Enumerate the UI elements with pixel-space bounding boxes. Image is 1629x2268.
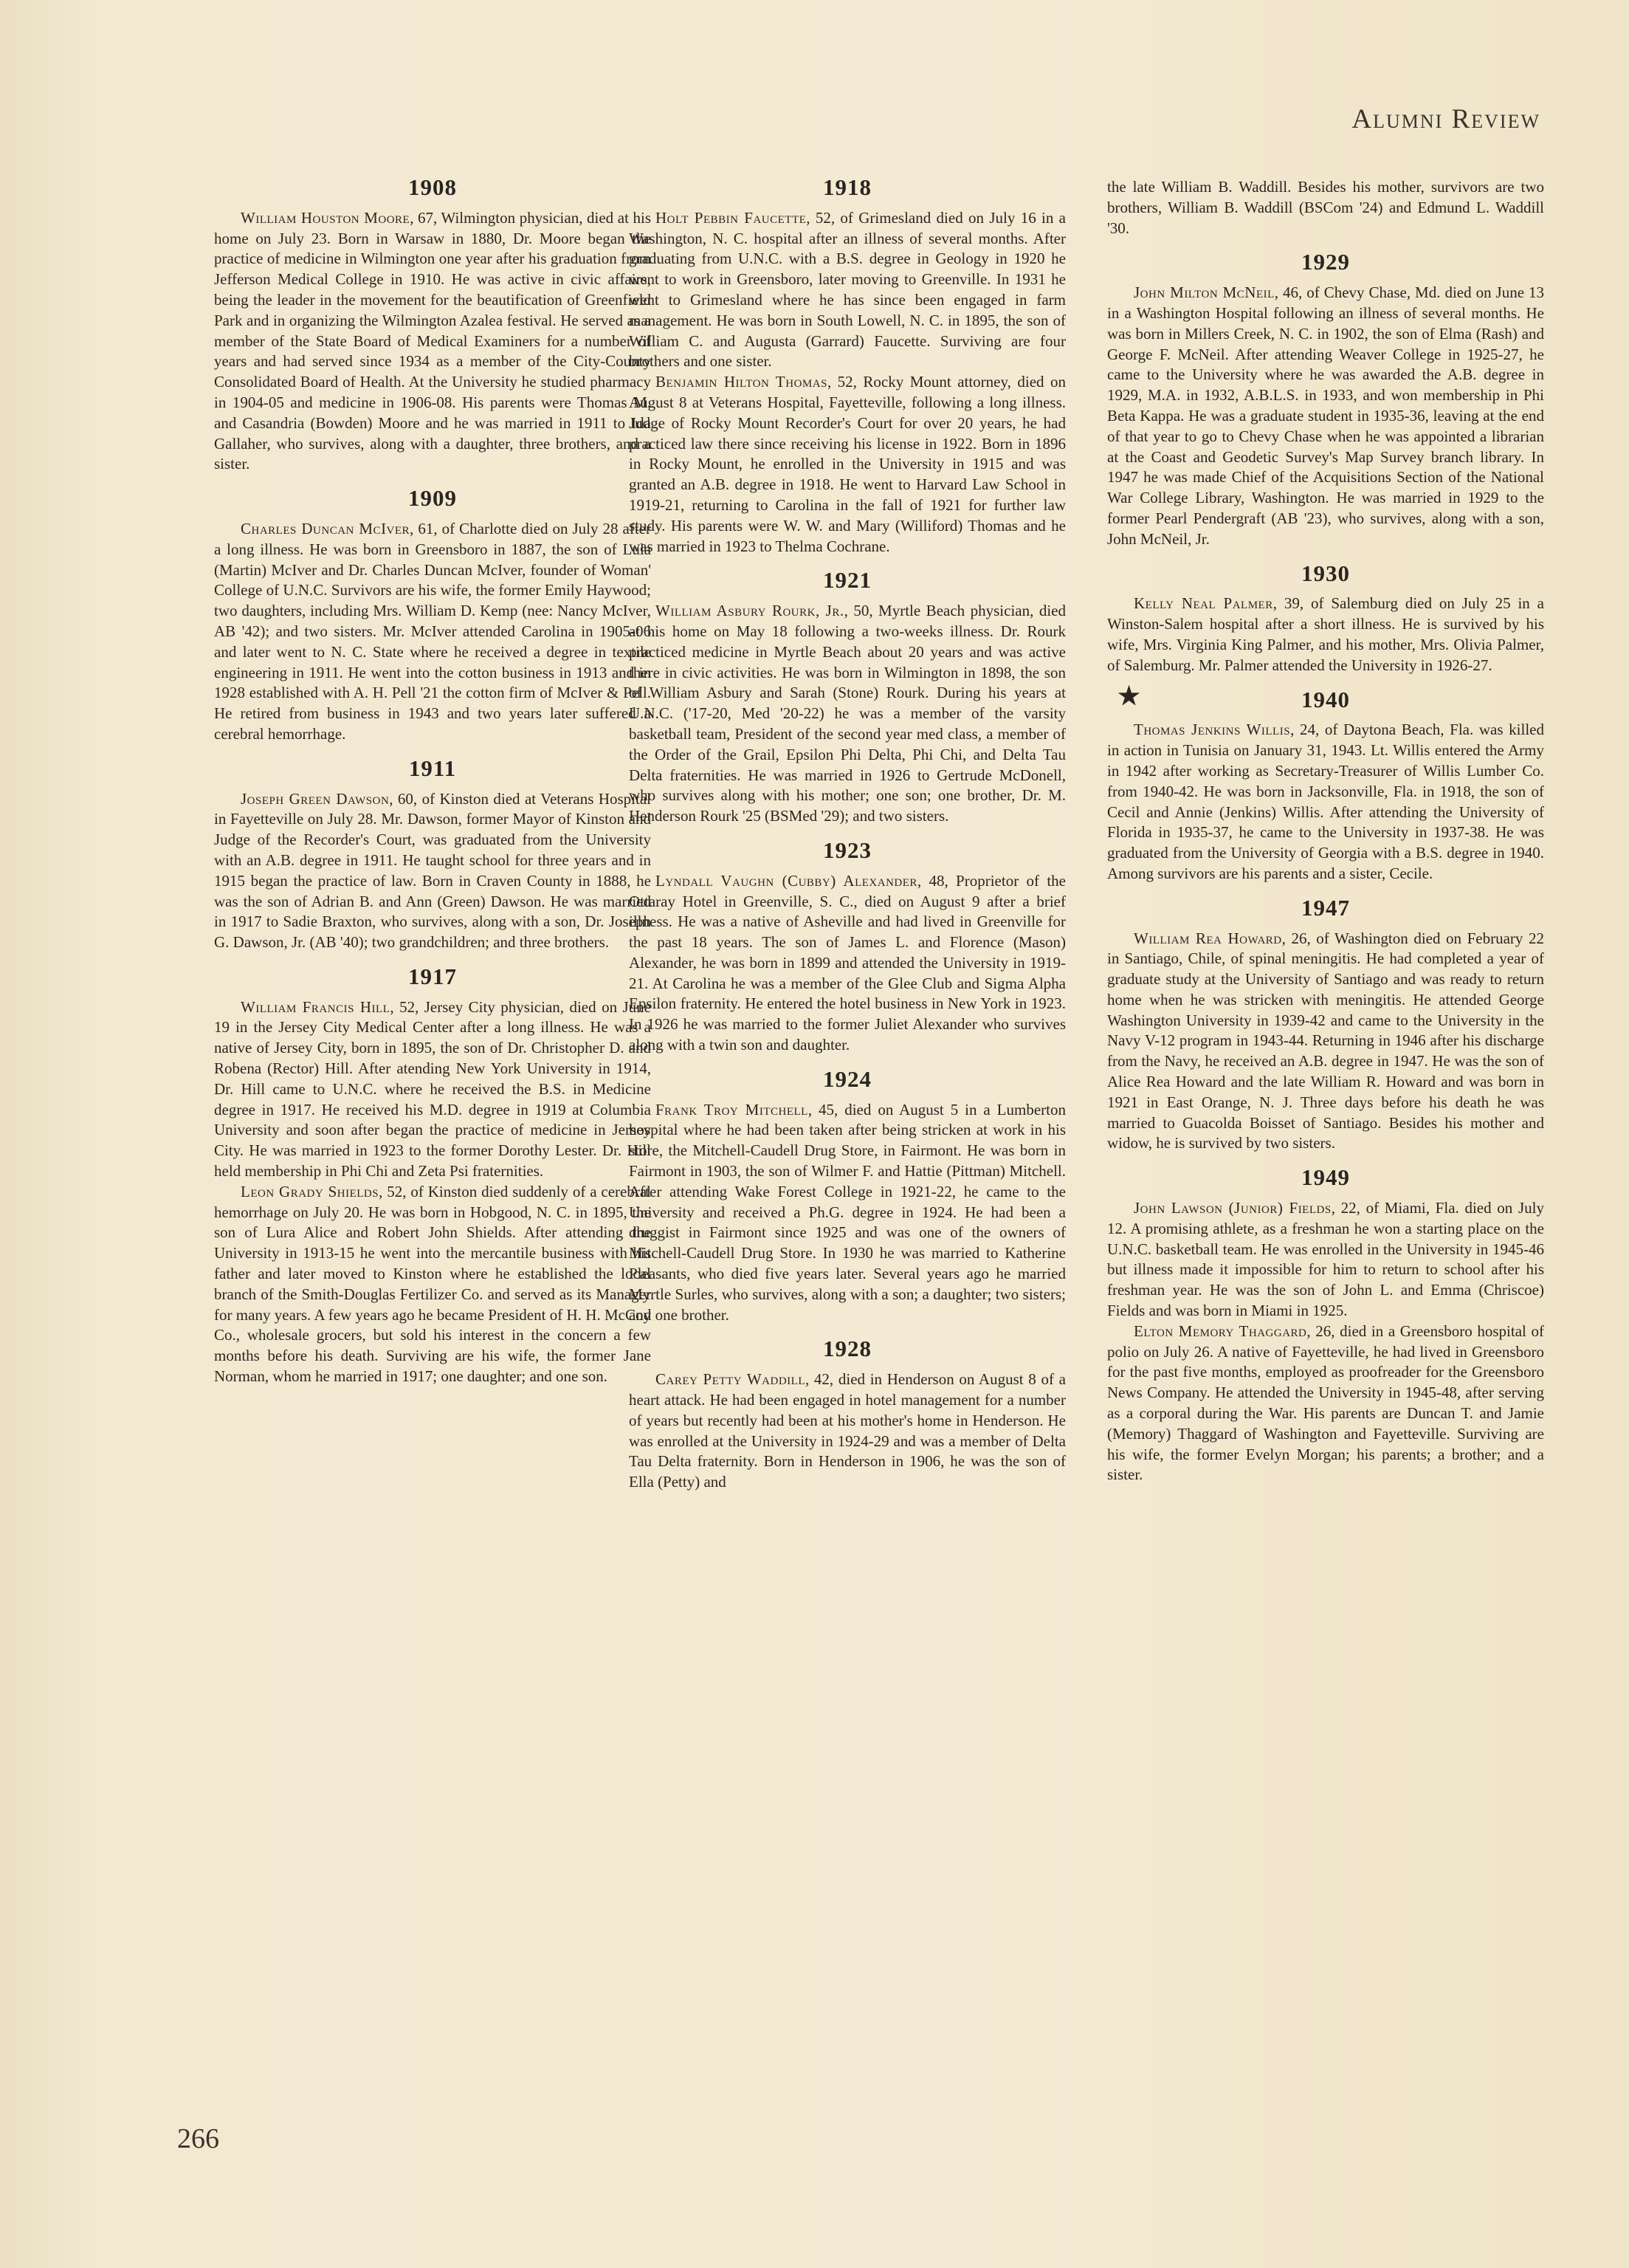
deceased-name: John Lawson (Junior) Fields <box>1134 1199 1332 1217</box>
obituary-entry <box>1107 720 1544 884</box>
deceased-name: Leon Grady Shields <box>241 1182 379 1200</box>
column-right <box>1107 177 1544 1485</box>
obituary-entry <box>629 601 1066 827</box>
class-year-heading <box>629 836 1066 863</box>
deceased-name: Frank Troy Mitchell <box>655 1100 808 1118</box>
obituary-entry <box>1107 1198 1544 1322</box>
obituary-entry <box>629 372 1066 557</box>
obituary-entry <box>214 208 651 475</box>
class-year-heading <box>1107 560 1544 586</box>
star-icon: ★ <box>1117 682 1141 710</box>
class-year-text: 1940 <box>1301 686 1350 712</box>
class-year-text: 1909 <box>408 485 457 512</box>
class-year-text: 1924 <box>823 1065 872 1092</box>
obituary-text: the late William B. Waddill. Besides his mother, survivors are two brothers, William B. Waddill (BSCom '24) and Edmund L. Waddill '30. <box>1107 178 1544 237</box>
class-year-text: 1921 <box>823 567 872 594</box>
obituary-entry <box>1107 283 1544 549</box>
obituary-text: , 61, of Charlotte died on July 28 after a long illness. He was born in Greensboro in 1887, the son of Lula (Martin) McIver and Dr. Charles Duncan McIver, founder of Woman' College of U.N.C. Survivors are his wife, the former Emily Haywood; two daughters, including Mrs. William D. Kemp (nee: Nancy McIver, AB '42); and two sisters. Mr. McIver attended Carolina in 1905-06 and later went to N. C. State where he received a degree in textile engineering in 1911. He went into the cotton business in 1913 and in 1928 established with A. H. Pell '21 the cotton firm of McIver & Pell. He retired from business in 1943 and two years later suffered a cerebral hemorrhage. <box>214 519 652 743</box>
obituary-text: , 26, died in a Greensboro hospital of polio on July 26. A native of Fayetteville, he had lived in Greensboro for the past five months, employed as proofreader for the Greensboro News Company. He attended the University in 1945-48, after serving as a corporal during the War. His parents are Duncan T. and Jamie (Memory) Thaggard of Washington and Fayetteville. Surviving are his wife, the former Evelyn Morgan; his parents; a brother; and a sister. <box>1107 1322 1544 1484</box>
class-year-text: 1911 <box>408 755 457 781</box>
obituary-text: , 22, of Miami, Fla. died on July 12. A promising athlete, as a freshman he won a starting place on the U.N.C. basketball team. He was enrolled in the University in 1945-46 but illness made it impossible for him to return to school after his freshman year. He was the son of John L. and Emma (Chriscoe) Fields and was born in Miami in 1925. <box>1107 1199 1544 1320</box>
running-head: Alumni Review <box>1351 104 1540 134</box>
class-year-text: 1930 <box>1301 560 1350 586</box>
deceased-name: William Francis Hill <box>241 997 390 1016</box>
class-year-text: 1947 <box>1301 894 1350 921</box>
deceased-name: John Milton McNeil <box>1134 284 1275 302</box>
column-left <box>214 174 652 1387</box>
deceased-name: Holt Pebbin Faucette <box>655 208 807 227</box>
obituary-entry <box>629 1370 1066 1493</box>
obituary-entry <box>214 1182 651 1387</box>
class-year-heading <box>629 1065 1066 1092</box>
deceased-name: Elton Memory Thaggard <box>1134 1322 1307 1340</box>
class-year-text: 1917 <box>408 963 457 989</box>
class-year-heading <box>629 567 1066 594</box>
obituary-entry <box>629 1100 1066 1326</box>
obituary-text: , 48, Proprietor of the Ottaray Hotel in Greenville, S. C., died on August 9 after a brief illness. He was a native of Asheville and had lived in Greenville for the past 18 years. The son of James L. and Florence (Mason) Alexander, he was born in 1899 and attended the University in 1919-21. At Carolina he was a member of the Glee Club and Sigma Alpha Epsilon fraternity. He entered the hotel business in New York in 1923. In 1926 he was married to the former Juliet Alexander who survives along with a twin son and daughter. <box>629 871 1066 1054</box>
class-year-heading <box>214 963 651 989</box>
class-year-text: 1949 <box>1301 1164 1350 1191</box>
deceased-name: Joseph Green Dawson <box>241 789 390 808</box>
obituary-entry <box>214 519 651 745</box>
obituary-text: , 52, of Kinston died suddenly of a cerebral hemorrhage on July 20. He was born in Hobgood, N. C. in 1895, the son of Lura Alice and Robert John Shields. After attending the University in 1913-15 he went into the mercantile business with his father and later moved to Kinston where he established the local branch of the Smith-Douglas Fertilizer Co. and served as its Manager for many years. A few years ago he became President of H. H. McCoy Co., wholesale grocers, but sold his interest in the concern a few months before his death. Surviving are his wife, the former Jane Norman, whom he married in 1917; one daughter; and one son. <box>214 1182 651 1386</box>
deceased-name: Thomas Jenkins Willis <box>1134 721 1291 739</box>
obituary-text: , 45, died on August 5 in a Lumberton hospital where he had been taken after being stricken at work in his store, the Mitchell-Caudell Drug Store, in Fairmont. He was born in Fairmont in 1903, the son of Wilmer F. and Hattie (Pittman) Mitchell. After attending Wake Forest College in 1921-22, he came to the University and received a Ph.G. degree in 1924. He had been a druggist in Fairmont since 1925 and was one of the owners of Mitchell-Caudell Drug Store. In 1930 he was married to Katherine Pleasants, who died five years later. Several years ago he married Myrtle Surles, who survives, along with a son; a daughter; two sisters; and one brother. <box>629 1100 1066 1324</box>
page-number: 266 <box>177 2123 219 2154</box>
obituary-text: , 52, Jersey City physician, died on June 19 in the Jersey City Medical Center after a long illness. He was a native of Jersey City, born in 1895, the son of Dr. Christopher D. and Robena (Rector) Hill. After atending New York University in 1914, Dr. Hill came to U.N.C. where he received the B.S. in Medicine degree in 1917. He received his M.D. degree in 1919 at Columbia University and soon after began the practice of medicine in Jersey City. He was married in 1923 to the former Dorothy Lester. Dr. Hill held membership in Phi Chi and Zeta Psi fraternities. <box>214 997 651 1181</box>
deceased-name: Lyndall Vaughn (Cubby) Alexander <box>655 871 917 890</box>
deceased-name: William Houston Moore <box>241 208 410 227</box>
obituary-text: , 42, died in Henderson on August 8 of a heart attack. He had been engaged in hotel management for a number of years but recently had been at his mother's home in Henderson. He was enrolled at the University in 1924-29 and was a member of Delta Tau Delta fraternity. Born in Henderson in 1906, he was the son of Ella (Petty) and <box>629 1370 1066 1491</box>
obituary-entry <box>1107 1322 1544 1485</box>
obituary-text: , 52, of Grimesland died on July 16 in a Washington, N. C. hospital after an illness of several months. After graduating from U.N.C. with a B.S. degree in Geology in 1920 he went to work in Greensboro, later moving to Greenville. In 1931 he went to Grimesland where he has since been engaged in farm management. He was born in South Lowell, N. C. in 1895, the son of William C. and Augusta (Garrard) Faucette. Surviving are four brothers and one sister. <box>629 208 1066 371</box>
obituary-entry <box>629 208 1066 372</box>
obituary-text: , 52, Rocky Mount attorney, died on August 8 at Veterans Hospital, Fayetteville, following a long illness. Judge of Rocky Mount Recorder's Court for over 20 years, he had practiced law there since receiving his license in 1922. Born in 1896 in Rocky Mount, he enrolled in the University in 1915 and was granted an A.B. degree in 1918. He went to Harvard Law School in 1919-21, returning to Carolina in the fall of 1921 for further law study. His parents were W. W. and Mary (Williford) Thomas and he was married in 1923 to Thelma Cochrane. <box>629 373 1066 555</box>
class-year-text: 1918 <box>823 174 872 200</box>
class-year-heading <box>214 485 651 512</box>
class-year-heading <box>1107 249 1544 275</box>
deceased-name: William Rea Howard <box>1134 929 1282 947</box>
class-year-heading <box>1107 682 1544 712</box>
obituary-entry <box>629 871 1066 1056</box>
deceased-name: Kelly Neal Palmer <box>1134 594 1273 613</box>
class-year-heading <box>629 1336 1066 1362</box>
class-year-heading <box>214 174 651 200</box>
obituary-text: , 39, of Salemburg died on July 25 in a Winston-Salem hospital after a short illness. He is survived by his wife, Mrs. Virginia King Palmer, and his mother, Mrs. Olivia Palmer, of Salemburg. Mr. Palmer attended the University in 1926-27. <box>1107 594 1544 674</box>
deceased-name: William Asbury Rourk, Jr. <box>655 602 844 620</box>
obituary-continuation <box>1107 177 1544 238</box>
deceased-name: Charles Duncan McIver <box>241 519 410 537</box>
deceased-name: Benjamin Hilton Thomas <box>655 373 827 391</box>
class-year-heading <box>1107 894 1544 921</box>
obituary-entry <box>1107 594 1544 676</box>
obituary-text: , 67, Wilmington physician, died at his home on July 23. Born in Warsaw in 1880, Dr. Moore began the practice of medicine in Wilmington one year after his graduation from Jefferson Medical College in 1910. He was active in civic affairs, being the leader in the movement for the beautification of Greenfield Park and in organizing the Wilmington Azalea festival. He served as a member of the State Board of Medical Examiners for a number of years and had served since 1934 as a member of the City-County Consolidated Board of Health. At the University he studied pharmacy in 1904-05 and medicine in 1906-08. His parents were Thomas M. and Casandria (Bowden) Moore and he was married in 1911 to Ida Gallaher, who survives, along with a daughter, three brothers, and a sister. <box>214 208 651 473</box>
obituary-text: , 26, of Washington died on February 22 in Santiago, Chile, of spinal meningitis. He had completed a year of graduate study at the University of Santiago and was ready to return home when he was stricken with meningitis. He attended George Washington University in 1939-42 and came to the University in the Navy V-12 program in 1943-44. Returning in 1946 after his discharge from the Navy, he received an A.B. degree in 1947. He was the son of Alice Rea Howard and the late William R. Howard and was born in 1921 in East Orange, N. J. Three days before his death he was married to Guacolda Boisset of Santiago. Besides his mother and widow, he is survived by two sisters. <box>1107 929 1544 1152</box>
class-year-heading <box>1107 1164 1544 1191</box>
class-year-heading <box>629 174 1066 200</box>
obituary-text: , 50, Myrtle Beach physician, died at his home on May 18 following a two-weeks illness. Dr. Rourk practiced medicine in Myrtle Beach about 20 years and was active there in civic activities. He was born in Wilmington in 1898, the son of William Asbury and Sarah (Stone) Rourk. During his years at U.N.C. ('17-20, Med '20-22) he was a member of the varsity basketball team, President of the second year med class, a member of the Order of the Grail, Epsilon Phi Delta, Phi Chi, and Delta Tau Delta fraternities. He was married in 1926 to Gertrude McDonell, who survives along with his mother; one son; one brother, Dr. M. Henderson Rourk '25 (BSMed '29); and two sisters. <box>629 602 1066 825</box>
obituary-entry <box>214 789 651 953</box>
class-year-text: 1929 <box>1301 249 1350 275</box>
obituary-entry <box>214 997 651 1182</box>
obituary-text: , 46, of Chevy Chase, Md. died on June 13 in a Washington Hospital following an illness of several months. He was born in Millers Creek, N. C. in 1902, the son of Elma (Rash) and George F. McNeil. After attending Weaver College in 1925-27, he came to the University where he was awarded the A.B. degree in 1929, M.A. in 1932, A.B.L.S. in 1933, and won membership in Phi Beta Kappa. He was a graduate student in 1935-36, leaving at the end of that year to go to Chevy Chase when he was appointed a librarian at the Coast and Geodetic Survey's Map Survey branch library. In 1947 he was made Chief of the Acquisitions Section of the National War College Library, Washington. He was married in 1929 to the former Pearl Pendergraft (AB '23), who survives, along with a son, John McNeil, Jr. <box>1107 284 1545 548</box>
class-year-text: 1923 <box>823 836 872 863</box>
deceased-name: Carey Petty Waddill <box>655 1370 805 1389</box>
class-year-text: 1928 <box>823 1336 872 1362</box>
obituary-entry <box>1107 929 1544 1155</box>
class-year-heading <box>214 755 651 781</box>
obituary-text: , 24, of Daytona Beach, Fla. was killed in action in Tunisia on January 31, 1943. Lt. Willis entered the Army in 1942 after working as Secretary-Treasurer of Willis Lumber Co. from 1940-42. He was born in Jacksonville, Fla. in 1918, the son of Cecil and Annie (Jenkins) Willis. After attending the University of Florida in 1935-37, he came to the University in 1937-38. He was graduated from the University of Georgia with a B.S. degree in 1940. Among survivors are his parents and a sister, Cecile. <box>1107 721 1544 882</box>
class-year-text: 1908 <box>408 174 457 200</box>
column-middle <box>629 174 1066 1493</box>
obituary-text: , 60, of Kinston died at Veterans Hospital in Fayetteville on July 28. Mr. Dawson, former Mayor of Kinston and Judge of the Recorder's Court, was graduated from the University with an A.B. degree in 1911. He taught school for three years and in 1915 began the practice of law. Born in Craven County in 1888, he was the son of Adrian B. and Ann (Green) Dawson. He was married in 1917 to Sadie Braxton, who survives, along with a son, Dr. Joseph G. Dawson, Jr. (AB '40); two grandchildren; and three brothers. <box>214 789 651 952</box>
